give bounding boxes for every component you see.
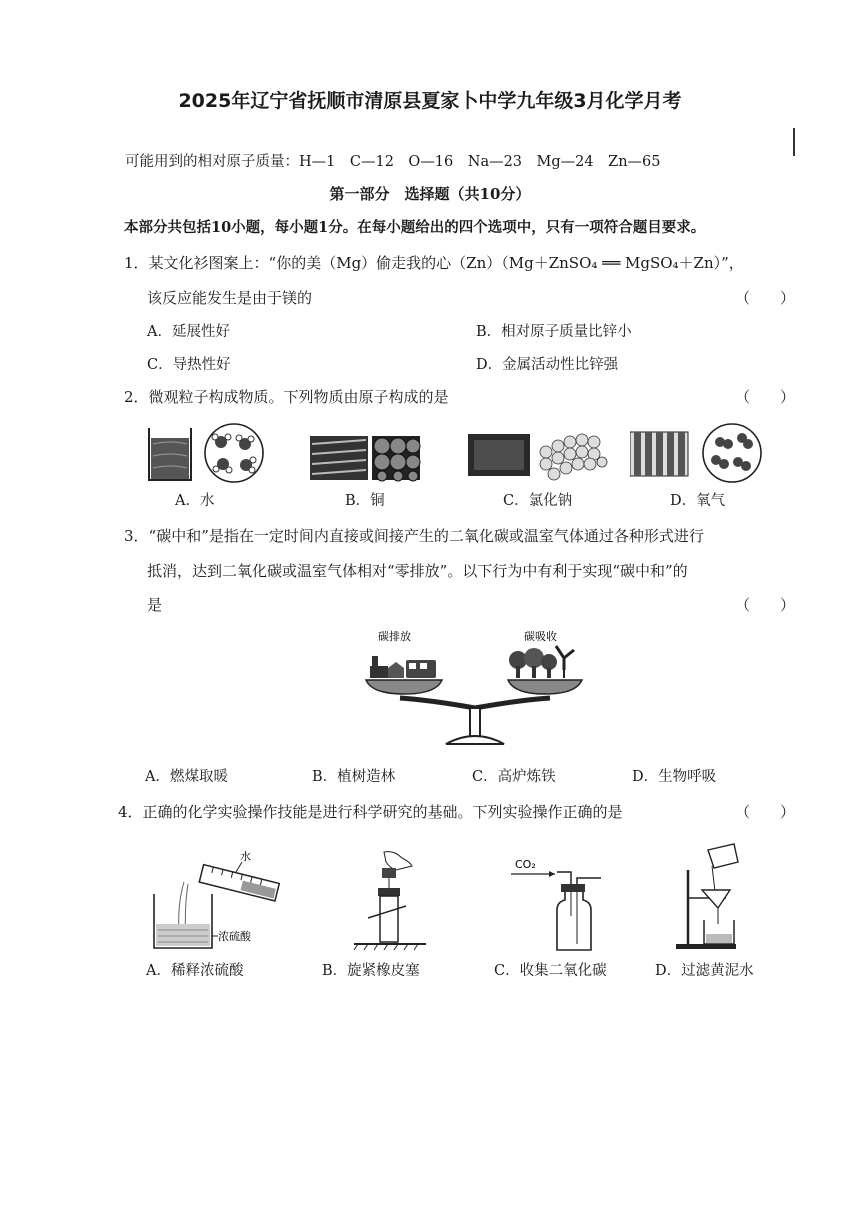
q2-option-a: A．水 xyxy=(175,493,215,509)
page-title: 2025年辽宁省抚顺市清原县夏家卜中学九年级3月化学月考 xyxy=(178,90,682,112)
q2-option-d: D．氧气 xyxy=(670,493,726,509)
q1-stem-line1: 1．某文化衫图案上：“你的美（Mg）偷走我的心（Zn）（Mg＋ZnSO₄ ══ MgSO₄＋Zn）”， xyxy=(124,254,744,272)
q4-option-a: A．稀释浓硫酸 xyxy=(146,963,244,979)
q4-label-acid: 浓硫酸 xyxy=(218,930,251,943)
q1-stem-line2: 该反应能发生是由于镁的 xyxy=(147,289,313,307)
q3-option-b: B．植树造林 xyxy=(312,769,396,785)
q4-figure-dilute-acid xyxy=(150,848,290,952)
q4-answer-paren: （ ） xyxy=(735,803,796,821)
q4-option-c: C．收集二氧化碳 xyxy=(494,963,607,979)
q3-balance-figure xyxy=(360,628,590,748)
q3-stem-line3: 是 xyxy=(147,596,163,614)
q4-option-d: D．过滤黄泥水 xyxy=(655,963,754,979)
q4-label-co2: CO₂ xyxy=(515,858,536,871)
q2-figure-water xyxy=(145,422,270,484)
factory-icon xyxy=(370,656,436,678)
q2-figure-oxygen xyxy=(630,422,775,484)
q4-label-water: 水 xyxy=(240,850,251,863)
q1-option-b: B．相对原子质量比锌小 xyxy=(476,324,632,340)
q3-figure-label-absorption: 碳吸收 xyxy=(524,630,557,643)
q1-option-d: D．金属活动性比锌强 xyxy=(476,357,619,373)
q2-answer-paren: （ ） xyxy=(735,388,796,406)
q4-figure-collect-co2 xyxy=(505,856,625,952)
q2-option-b: B．铜 xyxy=(345,493,385,509)
q3-option-c: C．高炉炼铁 xyxy=(472,769,556,785)
q1-option-c: C．导热性好 xyxy=(147,357,231,373)
q3-option-d: D．生物呼吸 xyxy=(632,769,717,785)
q4-figure-filtration xyxy=(672,840,762,952)
q2-option-c: C．氯化钠 xyxy=(503,493,573,509)
q3-stem-line1: 3．“碳中和”是指在一定时间内直接或间接产生的二氧化碳或温室气体通过各种形式进行 xyxy=(124,527,704,545)
q1-option-a: A．延展性好 xyxy=(147,324,230,340)
q2-figure-copper xyxy=(310,434,422,482)
q3-stem-line2: 抵消，达到二氧化碳或温室气体相对“零排放”。以下行为中有利于实现“碳中和”的 xyxy=(147,562,688,580)
section-title: 第一部分 选择题（共10分） xyxy=(329,185,531,203)
q4-option-b: B．旋紧橡皮塞 xyxy=(322,963,420,979)
trees-windmill-icon xyxy=(509,646,574,678)
q3-option-a: A．燃煤取暖 xyxy=(145,769,228,785)
instructions: 本部分共包括10小题，每小题1分。在每小题给出的四个选项中，只有一项符合题目要求。 xyxy=(124,219,706,236)
q3-figure-label-emission: 碳排放 xyxy=(378,630,411,643)
q4-stem: 4．正确的化学实验操作技能是进行科学研究的基础。下列实验操作正确的是 xyxy=(118,803,623,821)
scan-edge-mark xyxy=(793,128,795,156)
q1-answer-paren: （ ） xyxy=(735,289,796,307)
atomic-masses: 可能用到的相对原子质量：H—1 C—12 O—16 Na—23 Mg—24 Zn—65 xyxy=(125,154,661,170)
q2-figure-sodium-chloride xyxy=(468,430,608,482)
q2-stem: 2．微观粒子构成物质。下列物质由原子构成的是 xyxy=(124,388,449,406)
q3-answer-paren: （ ） xyxy=(735,596,796,614)
q4-figure-stopper xyxy=(350,848,430,952)
